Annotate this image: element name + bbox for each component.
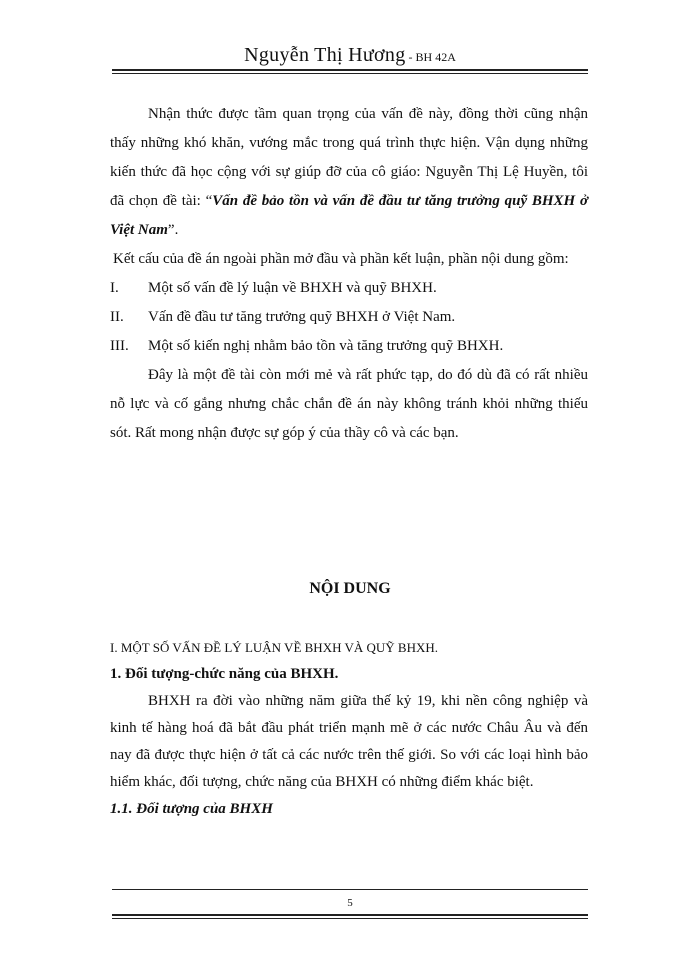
list-item-number: III. <box>110 338 129 354</box>
footer-rule-thin <box>112 889 588 890</box>
footer-rule <box>112 914 588 916</box>
list-item-text: Một số vấn đề lý luận về BHXH và quỹ BHXH. <box>148 280 437 296</box>
list-item <box>110 332 588 361</box>
header-author: Nguyễn Thị Hương <box>244 44 406 66</box>
intro-para1-start: Nhận thức được tầm quan trọng của vấn đề này, đồng thời cũng nhận thấy những khó khăn, vướng mắc trong quá trình thực hiện. Vận dụng những kiến thức đã học cộng với sự giúp đỡ của cô giáo: Nguyễn Thị Lệ Huyền, tôi đã chọn đề tài: “ <box>110 106 588 209</box>
header-class: - BH 42A <box>405 50 456 64</box>
list-item-text: Một số kiến nghị nhằm bảo tồn và tăng trưởng quỹ BHXH. <box>148 338 504 354</box>
intro-paragraph <box>110 100 588 245</box>
intro-para1-end: ”. <box>167 222 179 238</box>
section-title: NỘI DUNG <box>309 580 391 597</box>
subsubsection-heading: 1.1. Đối tượng của BHXH <box>110 801 273 817</box>
list-item-text: Vấn đề đầu tư tăng trưởng quỹ BHXH ở Việt Nam. <box>148 309 456 325</box>
subsection-heading: 1. Đối tượng-chức năng của BHXH. <box>110 666 339 682</box>
page-number: 5 <box>347 897 353 909</box>
intro-topic: Vấn đề bảo tồn và vấn đề đầu tư tăng trưởng quỹ BHXH ở Việt Nam <box>110 193 588 238</box>
list-item <box>110 274 588 303</box>
closing-paragraph: Đây là một đề tài còn mới mẻ và rất phức tạp, do đó dù đã có rất nhiều nỗ lực và cố gắng nhưng chắc chắn đề án này không tránh khỏi những thiếu sót. Rất mong nhận được sự góp ý của thầy cô và các bạn. <box>110 367 588 441</box>
list-item <box>110 303 588 332</box>
list-item-number: II. <box>110 309 124 325</box>
structure-line: Kết cấu của đề án ngoài phần mở đầu và phần kết luận, phần nội dung gồm: <box>113 251 569 267</box>
intro-block <box>110 100 588 448</box>
subsection-body: BHXH ra đời vào những năm giữa thế kỷ 19, khi nền công nghiệp và kinh tế hàng hoá đã bắt đầu phát triển mạnh mẽ ở các nước Châu Âu và đến nay đã được thực hiện ở tất cả các nước trên thế giới. So với các loại hình bảo hiểm khác, đối tượng, chức năng của BHXH có những điểm khác biệt. <box>110 693 588 790</box>
part-heading: I. MỘT SỐ VẤN ĐỀ LÝ LUẬN VỀ BHXH VÀ QUỸ BHXH. <box>110 640 439 655</box>
header-rule <box>112 69 588 71</box>
page-header <box>0 44 700 67</box>
footer-rule-thin-2 <box>112 918 588 919</box>
list-item-number: I. <box>110 280 119 296</box>
header-rule-thin <box>112 73 588 74</box>
section-body <box>110 634 588 823</box>
